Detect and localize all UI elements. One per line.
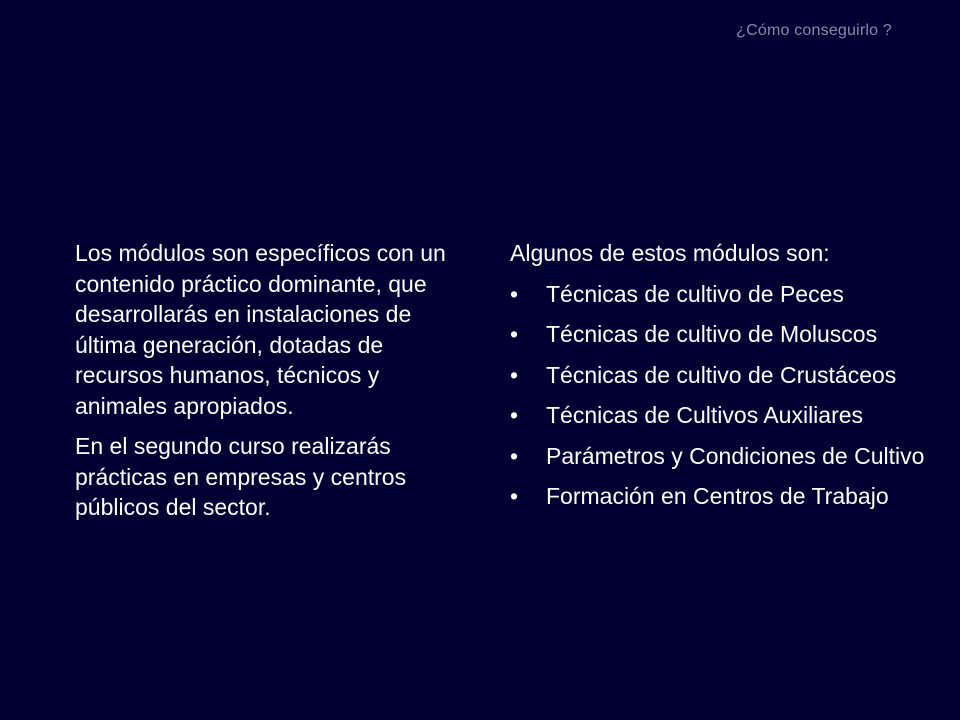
module-label: Técnicas de cultivo de Moluscos bbox=[546, 321, 878, 347]
list-item bbox=[510, 360, 930, 391]
right-column bbox=[510, 238, 930, 522]
list-item bbox=[510, 481, 930, 512]
bullet-icon: • bbox=[510, 483, 519, 509]
list-item bbox=[510, 441, 930, 472]
left-paragraph-2: En el segundo curso realizarás prácticas en empresas y centros públicos del sector. bbox=[75, 433, 407, 520]
slide-header: ¿Cómo conseguirlo ? bbox=[736, 22, 892, 39]
module-list-intro: Algunos de estos módulos son: bbox=[510, 240, 830, 266]
bullet-icon: • bbox=[510, 280, 519, 307]
left-column bbox=[75, 238, 470, 533]
module-label: Técnicas de cultivo de Crustáceos bbox=[546, 361, 897, 388]
bullet-icon: • bbox=[510, 402, 519, 428]
bullet-icon: • bbox=[510, 442, 519, 469]
module-label: Parámetros y Condiciones de Cultivo bbox=[546, 442, 925, 469]
module-label: Técnicas de Cultivos Auxiliares bbox=[546, 402, 864, 428]
bullet-icon: • bbox=[510, 361, 519, 388]
module-label: Formación en Centros de Trabajo bbox=[546, 483, 889, 509]
left-paragraph-1: Los módulos son específicos con un contenido práctico dominante, que desarrollarás en instalaciones de última generación, dotadas de recursos humanos, técnicos y animales apropiados. bbox=[75, 240, 446, 419]
list-item bbox=[510, 319, 930, 350]
list-item bbox=[510, 279, 930, 310]
module-list bbox=[510, 279, 930, 512]
module-label: Técnicas de cultivo de Peces bbox=[546, 280, 844, 307]
list-item bbox=[510, 400, 930, 431]
bullet-icon: • bbox=[510, 321, 519, 347]
